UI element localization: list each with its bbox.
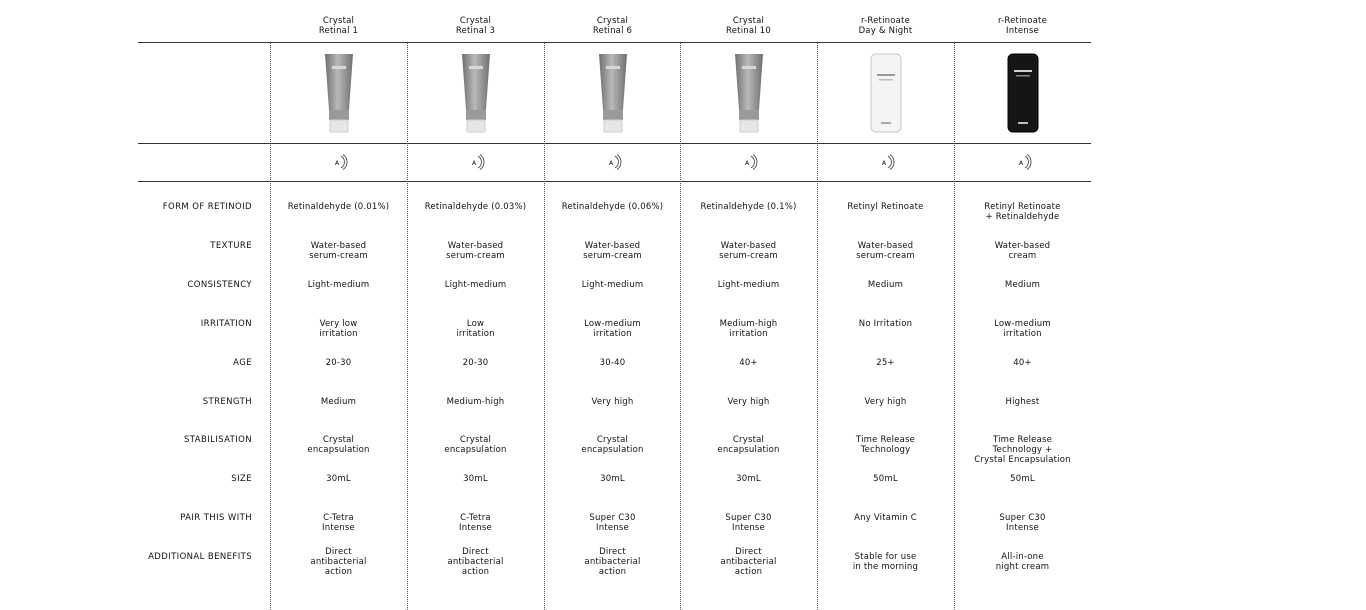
table-cell: Water-based serum-cream — [583, 240, 642, 261]
table-cell: Direct antibacterial action — [310, 547, 367, 578]
symbol-cell — [544, 152, 681, 172]
table-cell: Stable for use in the morning — [852, 552, 919, 573]
svg-text:A: A — [334, 160, 339, 167]
svg-text:A: A — [1018, 160, 1023, 167]
table-cell: Retinyl Retinoate — [847, 202, 924, 212]
table-cell: 20-30 — [462, 357, 489, 368]
symbol-cell — [270, 152, 407, 172]
table-cell: Water-based cream — [994, 240, 1051, 261]
header-rule — [138, 42, 1091, 43]
amplifier-symbol-icon — [876, 152, 896, 172]
table-cell: No Irritation — [858, 318, 913, 329]
table-cell: 50mL — [1010, 474, 1035, 485]
table-cell: Direct antibacterial action — [720, 547, 777, 578]
table-cell: Water-based serum-cream — [309, 240, 368, 261]
row-label: STABILISATION — [184, 435, 252, 446]
row-label: STRENGTH — [202, 396, 252, 407]
row-label: AGE — [233, 357, 252, 368]
table-cell: Crystal encapsulation — [717, 435, 780, 456]
svg-text:A: A — [471, 160, 476, 167]
table-cell: Medium-high irritation — [719, 318, 778, 339]
table-cell: Super C30 Intense — [725, 513, 772, 534]
grey-tube-icon — [593, 52, 633, 134]
grey-tube-icon — [456, 52, 496, 134]
table-cell: Retinyl Retinoate + Retinaldehyde — [984, 202, 1061, 222]
symbol-cell — [407, 152, 544, 172]
product-image-crystal-retinal-10[interactable] — [680, 52, 817, 134]
amplifier-symbol-icon — [329, 152, 349, 172]
row-label: IRRITATION — [200, 318, 252, 329]
table-cell: 25+ — [876, 357, 895, 368]
table-cell: Highest — [1005, 396, 1040, 407]
product-name-crystal-retinal-1[interactable]: Crystal Retinal 1 — [318, 16, 359, 36]
row-label: TEXTURE — [210, 240, 252, 251]
amplifier-symbol-icon — [739, 152, 759, 172]
table-cell: Very low irritation — [319, 318, 358, 339]
table-cell: Water-based serum-cream — [446, 240, 505, 261]
row-label: CONSISTENCY — [187, 279, 252, 290]
table-cell: Light-medium — [581, 279, 644, 290]
table-cell: 30-40 — [599, 357, 626, 368]
product-image-r-retinoate-intense[interactable] — [954, 52, 1091, 134]
table-cell: 30mL — [736, 474, 761, 485]
grey-tube-icon — [319, 52, 359, 134]
symbol-cell — [817, 152, 954, 172]
comparison-table — [138, 0, 1091, 610]
white-bottle-icon — [869, 52, 903, 134]
table-cell: Very high — [727, 396, 770, 407]
table-cell: Retinaldehyde (0.01%) — [287, 202, 390, 212]
row-label: SIZE — [231, 474, 252, 485]
product-name-crystal-retinal-6[interactable]: Crystal Retinal 6 — [592, 16, 633, 36]
black-bottle-icon — [1006, 52, 1040, 134]
table-cell: 40+ — [1013, 357, 1032, 368]
table-cell: Low irritation — [456, 318, 495, 339]
table-cell: Medium — [1004, 279, 1041, 290]
table-cell: Direct antibacterial action — [447, 547, 504, 578]
table-cell: 50mL — [873, 474, 898, 485]
svg-text:A: A — [744, 160, 749, 167]
amplifier-symbol-icon — [466, 152, 486, 172]
table-cell: Low-medium irritation — [994, 318, 1051, 339]
table-cell: Light-medium — [717, 279, 780, 290]
table-cell: 20-30 — [325, 357, 352, 368]
table-cell: 40+ — [739, 357, 758, 368]
product-image-r-retinoate-day-night[interactable] — [817, 52, 954, 134]
table-cell: Low-medium irritation — [584, 318, 641, 339]
table-cell: Crystal encapsulation — [581, 435, 644, 456]
table-cell: Retinaldehyde (0.03%) — [424, 202, 527, 212]
product-name-crystal-retinal-10[interactable]: Crystal Retinal 10 — [726, 16, 771, 36]
table-cell: 30mL — [326, 474, 351, 485]
svg-text:A: A — [881, 160, 886, 167]
table-cell: 30mL — [463, 474, 488, 485]
table-cell: Light-medium — [307, 279, 370, 290]
grey-tube-icon — [729, 52, 769, 134]
row-label: ADDITIONAL BENEFITS — [148, 552, 252, 563]
table-cell: Super C30 Intense — [999, 513, 1046, 534]
amplifier-symbol-icon — [603, 152, 623, 172]
product-image-crystal-retinal-3[interactable] — [407, 52, 544, 134]
table-cell: Very high — [591, 396, 634, 407]
image-rule — [138, 143, 1091, 144]
table-cell: C-Tetra Intense — [459, 513, 492, 534]
table-cell: Water-based serum-cream — [719, 240, 778, 261]
table-cell: Time Release Technology — [855, 435, 916, 456]
symbol-rule — [138, 181, 1091, 182]
table-cell: C-Tetra Intense — [322, 513, 355, 534]
table-cell: Super C30 Intense — [589, 513, 636, 534]
table-cell: Light-medium — [444, 279, 507, 290]
table-cell: Retinaldehyde (0.1%) — [700, 202, 797, 212]
product-name-r-retinoate-day-night[interactable]: r-Retinoate Day & Night — [858, 16, 913, 36]
symbol-cell — [954, 152, 1091, 172]
amplifier-symbol-icon — [1013, 152, 1033, 172]
product-image-crystal-retinal-6[interactable] — [544, 52, 681, 134]
svg-text:A: A — [608, 160, 613, 167]
table-cell: Crystal encapsulation — [444, 435, 507, 456]
product-image-crystal-retinal-1[interactable] — [270, 52, 407, 134]
table-cell: Very high — [864, 396, 907, 407]
table-cell: Water-based serum-cream — [856, 240, 915, 261]
table-cell: Any Vitamin C — [854, 513, 917, 524]
table-cell: Retinaldehyde (0.06%) — [561, 202, 664, 212]
table-cell: Medium — [320, 396, 357, 407]
row-label: PAIR THIS WITH — [180, 513, 252, 524]
product-name-crystal-retinal-3[interactable]: Crystal Retinal 3 — [455, 16, 496, 36]
table-cell: Direct antibacterial action — [584, 547, 641, 578]
table-cell: 30mL — [600, 474, 625, 485]
symbol-cell — [680, 152, 817, 172]
table-cell: All-in-one night cream — [995, 552, 1050, 573]
table-cell: Time Release Technology + Crystal Encapsulation — [974, 435, 1071, 466]
table-cell: Crystal encapsulation — [307, 435, 370, 456]
product-name-r-retinoate-intense[interactable]: r-Retinoate Intense — [997, 16, 1048, 36]
table-cell: Medium-high — [446, 396, 505, 407]
row-label: FORM OF RETINOID — [162, 202, 252, 212]
table-cell: Medium — [867, 279, 904, 290]
